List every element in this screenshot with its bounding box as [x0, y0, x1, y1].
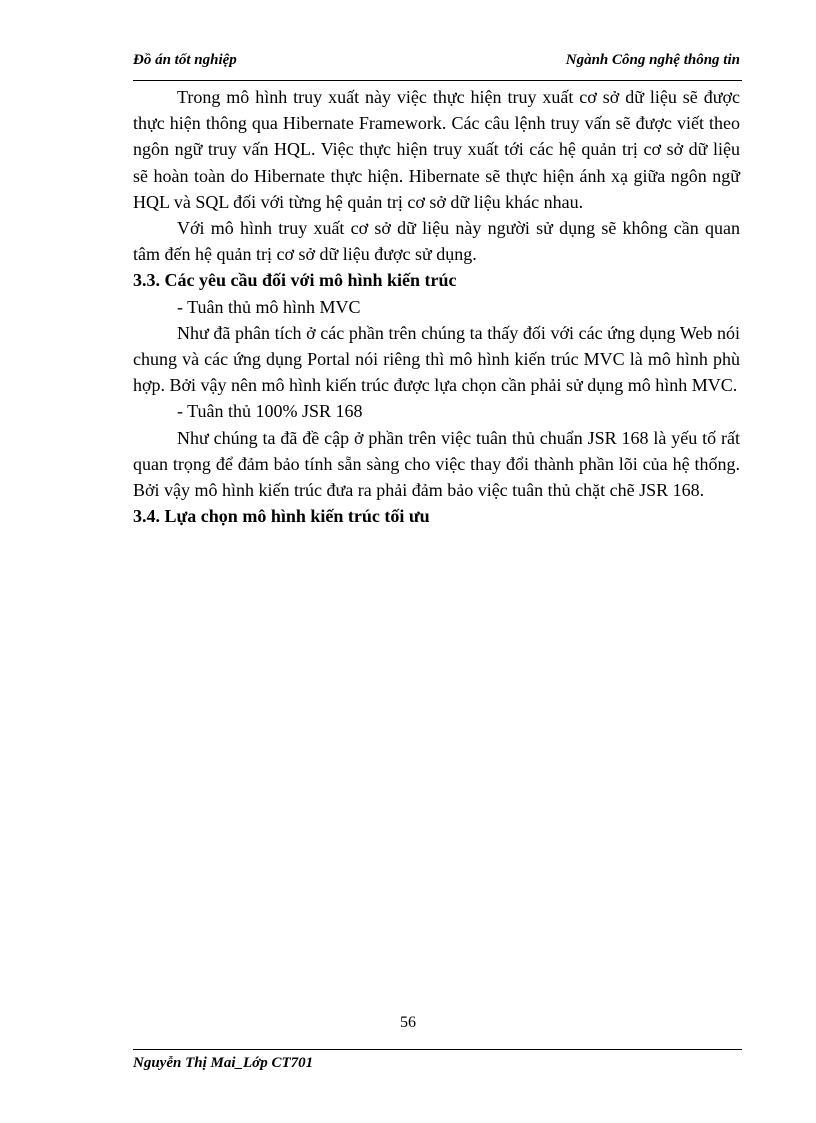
page-header [133, 52, 740, 74]
paragraph-hibernate-access: Trong mô hình truy xuất này việc thực hiện truy xuất cơ sở dữ liệu sẽ được thực hiện thông qua Hibernate Framework. Các câu lệnh truy vấn sẽ được viết theo ngôn ngữ truy vấn HQL. Việc thực hiện truy xuất tới các hệ quản trị cơ sở dữ liệu sẽ hoàn toàn do Hibernate thực hiện. Hibernate sẽ thực hiện ánh xạ giữa ngôn ngữ HQL và SQL đối với từng hệ quản trị cơ sở dữ liệu khác nhau. [133, 87, 740, 212]
header-rule [133, 80, 742, 81]
section-heading-3-3: 3.3. Các yêu cầu đối với mô hình kiến trúc [133, 270, 457, 291]
bullet-mvc: - Tuân thủ mô hình MVC [177, 296, 361, 317]
paragraph-db-independence: Với mô hình truy xuất cơ sở dữ liệu này người sử dụng sẽ không cần quan tâm đến hệ quản trị cơ sở dữ liệu được sử dụng. [133, 218, 740, 265]
page-footer-author: Nguyễn Thị Mai_Lớp CT701 [133, 1055, 314, 1071]
page-content [133, 84, 740, 529]
bullet-jsr168: - Tuân thủ 100% JSR 168 [177, 401, 363, 422]
footer-rule [133, 1049, 742, 1050]
header-document-type: Đồ án tốt nghiệp [133, 52, 237, 68]
page-number: 56 [400, 1014, 416, 1031]
paragraph-jsr168: Như chúng ta đã đề cập ở phần trên việc tuân thủ chuẩn JSR 168 là yếu tố rất quan trọng để đảm bảo tính sẵn sàng cho việc thay đổi thành phần lõi của hệ thống. Bởi vậy mô hình kiến trúc đưa ra phải đảm bảo việc tuân thủ chặt chẽ JSR 168. [133, 427, 740, 501]
section-heading-3-4: 3.4. Lựa chọn mô hình kiến trúc tối ưu [133, 506, 430, 527]
paragraph-mvc: Như đã phân tích ở các phần trên chúng ta thấy đối với các ứng dụng Web nói chung và các ứng dụng Portal nói riêng thì mô hình kiến trúc MVC là mô hình phù hợp. Bởi vậy nên mô hình kiến trúc được lựa chọn cần phải sử dụng mô hình MVC. [133, 322, 740, 396]
header-department: Ngành Công nghệ thông tin [565, 52, 740, 68]
